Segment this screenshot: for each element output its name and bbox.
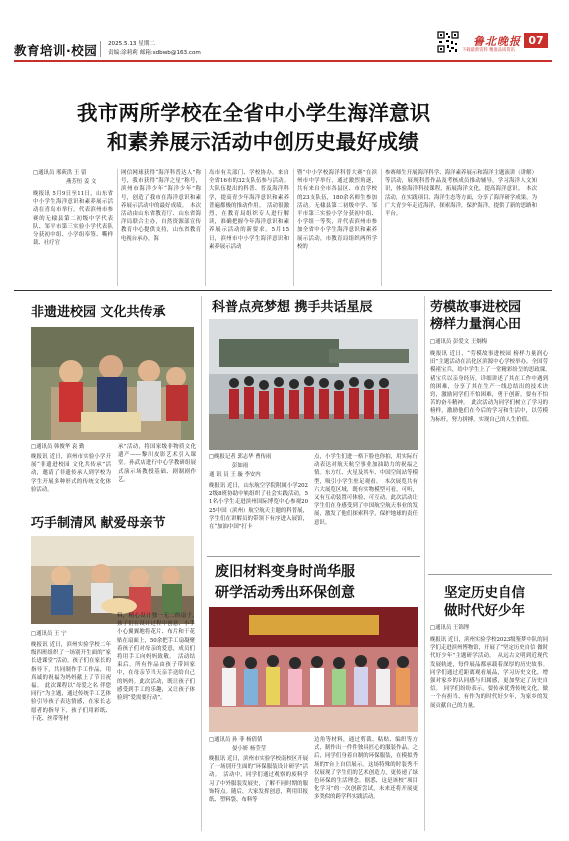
section-f-byline: □通讯员 王锦锂 bbox=[430, 625, 470, 631]
main-byline: 燕芳恒 姜 文 bbox=[66, 179, 97, 185]
section-a-byline: □通讯员 韩俊华 袁 勤 bbox=[31, 444, 85, 450]
section-c-body-col2: 点，小学生们进一格下脸也你拍，用实际行动表达对航天航空事业加油助力的祝福之情。东方红、火星及其车、中国空间站等模型，吸引小学生驻足观看。 本次展览共有六大展览区域，既有实物模型可看，可听，又有互动装置可体验、可互动。此次活动让学生们在身感受到了中国航空航天事业的发展，激发了他们探索科学，保护地球的责任意识。 bbox=[314, 454, 418, 526]
mothers-day-photo bbox=[31, 536, 194, 624]
section-a-body-col1: 晚报讯 近日，滨州市实验小学开展“非遗进校园 文化共传承”活动，邀请了非遗传承人到学校为学生开展多种形式的传统文化体验活动。 bbox=[31, 454, 111, 493]
section-f-body: 晚报讯 近日，滨州实验学校2023级鉴梦中队的同学们走进滨州博物馆，开展了“坚定历史自信 做时代好少年”主题研学活动。 从远古文明到近现代发展轨迹，每件展品都承载着深厚的历史故事。同学们通过近距离观看展品，学习历史文化，增强对家乡的认同感与归属感，更加坚定了历史自信。 同学们纷纷表示，要传承优秀传统文化，做一个有担当、有作为的时代好少年，为家乡的发展贡献自己的力量。 bbox=[430, 637, 548, 709]
column-divider bbox=[424, 296, 425, 831]
section-c-byline: 通 讯 员 王 璇 李安内 bbox=[209, 472, 261, 478]
section-a-body-col2: 承”活动，将国家级非物质文化遗产——黎川皮影艺术引入课堂。孙武店进行中心学教研组展式演示场教授基础、剧制剧作艺。 bbox=[118, 444, 196, 483]
page-number: 07 bbox=[524, 33, 548, 48]
section-e-byline: □通讯员 彭爱文 王炯梅 bbox=[430, 339, 488, 345]
column-divider bbox=[117, 169, 118, 286]
header-divider bbox=[100, 41, 101, 57]
section-f-headline-line1: 坚定历史自信 bbox=[444, 585, 525, 601]
section-divider bbox=[428, 574, 552, 575]
column-divider bbox=[381, 169, 382, 286]
section-d-byline: □通讯员 孙 菲 杨倩倩 bbox=[209, 737, 263, 743]
intangible-heritage-photo bbox=[31, 327, 194, 440]
science-exhibition-photo bbox=[209, 319, 418, 450]
qr-caption: 下载最新资料 精准品质资讯 bbox=[462, 48, 515, 53]
section-b-body-col1: 晚报讯 近日，滨州实验学校二年级四班组织了一场别开生面的“家长进课堂”活动。孩子们在家长的指导下，共同制作手工作品，用真诚的祝福为妈妈献上了节日祝福。 此次课程以“母爱之名 伴您同行”为主题，通过传统手工艺体验引导孩子表达情感，在家长志愿者的指导下，孩子们用彩纸、干花、丝带等材 bbox=[31, 642, 111, 722]
eco-fashion-photo bbox=[209, 607, 418, 732]
main-headline-line2: 和素养展示活动中创历史最好成绩 bbox=[107, 130, 419, 154]
main-body-col5: 参赛师生开展海洋科学、海洋素养展示和海洋主题演讲（讲解）等活动，展现科普作品及考核成员推动辅导，学习海洋人文知识，体验海洋科技课程，拓展海洋文化，提高海洋意识。 本次活动，在实践项目、海洋生态等方面，分享了海洋研学成果，为广大青少年走近海洋，探索海洋，保护海洋，提供了新的思路和平台。 bbox=[385, 170, 537, 218]
section-a-headline: 非遗进校园 文化共传承 bbox=[31, 305, 166, 320]
section-b-body-col2: 料，精心设计独一无二的扇子。 孩子们在设计过程中创意、小手小心翼翼地将花片、布片和干花贴在扇面上，50余把手工扇凝聚着孩子们对母亲的爱意，成员们将用手工向妈妈致敬。 活动结束后，所有作品由孩子带回家中，在母亲节当天亲手送给自己的妈妈。此次活动，既让孩子们感受到手工的乐趣，又让孩子体验到“爱需要行动”。 bbox=[117, 613, 201, 702]
header-rule bbox=[14, 60, 552, 62]
column-divider bbox=[205, 169, 206, 286]
section-title: 教育培训·校园 bbox=[14, 43, 98, 58]
section-d-byline: 晏小妍 杨莹莹 bbox=[232, 746, 267, 752]
main-body-col4: 暨“中小学校海洋科普大赛”在滨州市中学举行，通过激烈角逐，共有来自全市各县区、市直学校的23支队伍，180余名师生参加活动。无棣县第二初级中学、邹平市第三实验小学分获初中组、小学组一等奖，并代表滨州市参加全省中小学生海洋意识和素养展示活动，市教育局组织两所学校的 bbox=[297, 170, 377, 250]
section-c-byline: □晚报记者 郭志华 曹传雨 bbox=[209, 454, 272, 460]
section-c-body-col1: 晚报讯 近日，山东航空学院附属小学2022级8班协助中轨组织了社会实践活动，51名小学生走进滨州国际博览中心参观2025中国（滨州）航空航天主题的科普展，学生们在讲解员的带领下有序进入展馆，在“加油中国”打卡 bbox=[209, 483, 308, 531]
section-c-byline: 彭如雨 bbox=[232, 463, 249, 469]
section-d-headline-line1: 废旧材料变身时尚华服 bbox=[215, 564, 355, 580]
section-e-headline-line1: 劳模故事进校园 bbox=[430, 300, 522, 315]
section-divider bbox=[14, 290, 552, 291]
section-c-headline: 科普点亮梦想 携手共话星辰 bbox=[212, 300, 373, 315]
column-divider bbox=[293, 169, 294, 286]
section-divider bbox=[207, 556, 420, 557]
section-b-headline: 巧手制清风 献爱母亲节 bbox=[31, 516, 166, 531]
paper-logo: 鲁北晚报 bbox=[473, 35, 521, 48]
section-e-headline-line2: 榜样力量润心田 bbox=[430, 317, 522, 332]
issue-date: 2025.5.13 星期二 bbox=[108, 41, 156, 47]
qr-code bbox=[437, 31, 459, 53]
column-divider bbox=[201, 296, 202, 831]
section-b-byline: □通讯员 王 宁 bbox=[31, 631, 67, 637]
section-d-headline-line2: 研学活动秀出环保创意 bbox=[215, 585, 355, 601]
main-headline-line1: 我市两所学校在全省中小学生海洋意识 bbox=[77, 101, 431, 125]
section-d-body-col1: 晚报讯 近日，滨州市实验学校南校区开展了一场别开生面的“环保服装设计研学”活动。 活动中，同学们通过观察的废料学习了中外服装发展史，了解不同时期的服饰特点。随后，大家发挥创意，利用旧报纸、塑料袋、布料等 bbox=[209, 756, 308, 804]
main-byline: □通讯员 邢莜洪 王 留 bbox=[33, 170, 87, 176]
section-f-headline-line2: 做时代好少年 bbox=[444, 603, 525, 619]
main-body-col2: 网信网球获得“海洋科普达人”称号，我市获得“海洋之星”称号，滨州市海洋少年“海洋少年”称号，创造了我市在海洋意识和素养展示活动中的最好成绩。 本次活动由山东省教育厅、山东省海洋局联合主办，自然资源部宣传教育中心提供支持，山东省教育电视台承办，海 bbox=[121, 170, 201, 242]
main-body-col1: 晚报讯 5月9日至11日，山东省中小学生海洋意识和素养展示活动在青岛市举行。代表滨州市参赛的无棣县第二初级中学代表队、邹平市第三实验小学代表队分获初中组、小学组奉签、嘶样裁、社疗官 bbox=[33, 191, 113, 247]
main-body-col3: 岛市有关部门、学校协办。来自全省16市的32支队伍参与活动。大队伍提出的科普、普及海洋科学，提高青少年海洋意识和素养普遍都极的推动作用。 活动很激烈，在教育局组织专人进行解读，准确把握今年海洋意识和素养展示活动的新要求。5月15日，滨州市中小学生海洋意识和素养展示活动 bbox=[209, 170, 289, 250]
section-d-body-col2: 边角等材料，通过剪裁、粘贴、编织等方式，制作出一件件独具匠心的服装作品。之后，同学们身着自制的环保服装，在模拟秀场的T台上自信展示。这场特殊的时装秀不仅展现了学生们的艺术创造力，更传递了绿色环保的生活理念。据悉，这是该校“项目化学习”的一次创新尝试，未来还将开展更多类似的跨学科实践活动。 bbox=[314, 737, 418, 801]
section-e-body: 晚报讯 近日，“劳模故事进校园 榜样力量润心田”主题活动在沾化区滨源中心学校举办。全国劳模褚宝兵，给中学生上了一堂精彩纷呈的思政课。 褚宝兵以亲身经历，详细讲述了其在工作中遇到的困难，分享了其在生产一线总结出的技术诀窍，激励同学们不怕困难，勇于创新，要有不怕苦的奋斗精神。 此次活动为同学们树立了学习的榜样，激励他们在今后的学习和生活中，以劳模为标杆，努力拼搏，实现自己的人生价值。 bbox=[430, 351, 554, 423]
editor-info: 责编:涂莉莉 邮箱:sdbwb@163.com bbox=[108, 50, 201, 56]
